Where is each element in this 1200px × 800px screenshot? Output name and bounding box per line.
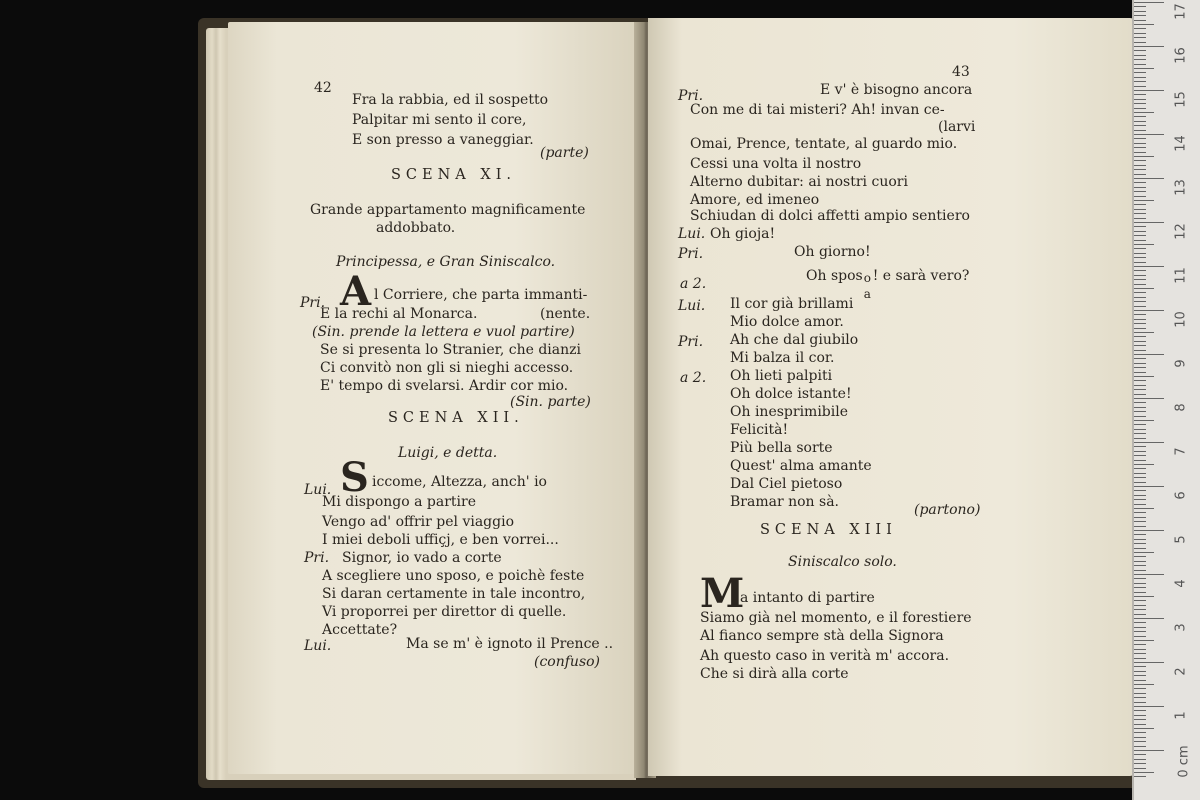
- dialogue-line: Più bella sorte: [730, 440, 833, 456]
- sup-letter: o: [863, 271, 871, 285]
- scene-heading: SCENA XII.: [388, 410, 524, 426]
- ruler-tick: [1134, 702, 1146, 703]
- ruler-tick: [1134, 556, 1146, 557]
- ruler-tick: [1134, 11, 1146, 12]
- dialogue-part: ! e sarà vero?: [872, 268, 970, 284]
- ruler-number: 12: [1173, 223, 1189, 240]
- ruler-tick: [1134, 28, 1146, 29]
- ruler-tick: [1134, 367, 1146, 368]
- ruler-tick: [1134, 530, 1164, 531]
- ruler-tick: [1134, 292, 1146, 293]
- ruler-tick: [1134, 407, 1146, 408]
- ruler-tick: [1134, 380, 1146, 381]
- dialogue-line: Felicità!: [730, 422, 789, 438]
- setting-text: Grande appartamento magnificamente: [310, 202, 586, 218]
- ruler-tick: [1134, 517, 1146, 518]
- ruler-tick: [1134, 147, 1146, 148]
- dialogue-line: Schiudan di dolci affetti ampio sentiero: [690, 208, 970, 224]
- dialogue-line: Ci convitò non gli si nieghi accesso.: [320, 360, 574, 376]
- ruler-number: 2: [1173, 667, 1189, 676]
- ruler-tick: [1134, 279, 1146, 280]
- dialogue-line: a intanto di partire: [740, 590, 875, 606]
- ruler-tick: [1134, 724, 1146, 725]
- speaker-label: Pri.: [304, 550, 330, 566]
- dialogue-line: E' tempo di svelarsi. Ardir cor mio.: [320, 378, 569, 394]
- ruler-tick: [1134, 548, 1146, 549]
- page-number: 43: [952, 64, 970, 80]
- dialogue-line: Che si dirà alla corte: [700, 666, 849, 682]
- ruler-tick: [1134, 240, 1146, 241]
- ruler-tick: [1134, 759, 1146, 760]
- right-page: [648, 18, 1134, 776]
- ruler-tick: [1134, 15, 1146, 16]
- ruler-tick: [1134, 464, 1154, 465]
- ruler-tick: [1134, 627, 1146, 628]
- dialogue-line: Oh giorno!: [794, 244, 871, 260]
- ruler-number: 7: [1173, 447, 1189, 456]
- ruler-number: 10: [1173, 311, 1189, 328]
- ruler-number: 1: [1173, 711, 1189, 720]
- stage-direction: (partono): [914, 502, 981, 518]
- ruler-tick: [1134, 411, 1146, 412]
- ruler-tick: [1134, 605, 1146, 606]
- ruler-tick: [1134, 270, 1146, 271]
- ruler-tick: [1134, 130, 1146, 131]
- ruler-tick: [1134, 565, 1146, 566]
- character-list: Luigi, e detta.: [398, 445, 498, 461]
- dialogue-line: Cessi una volta il nostro: [690, 156, 862, 172]
- dialogue-line: Quest' alma amante: [730, 458, 872, 474]
- ruler-tick: [1134, 587, 1146, 588]
- dialogue-line: (larvi: [938, 119, 976, 135]
- ruler-tick: [1134, 776, 1146, 777]
- scene-heading: SCENA XI.: [391, 167, 517, 183]
- ruler-tick: [1134, 710, 1146, 711]
- ruler-tick: [1134, 363, 1146, 364]
- ruler-tick: [1134, 754, 1146, 755]
- drop-cap: S: [340, 454, 369, 501]
- ruler-tick: [1134, 658, 1146, 659]
- ruler-tick: [1134, 596, 1154, 597]
- dialogue-line: Ah che dal giubilo: [730, 332, 859, 348]
- ruler-tick: [1134, 741, 1146, 742]
- dialogue-line: Vi proporrei per direttor di quelle.: [322, 604, 567, 620]
- dialogue-line: I miei deboli uffiçj, e ben vorrei...: [322, 532, 559, 548]
- ruler-tick: [1134, 561, 1146, 562]
- measurement-ruler: [1132, 0, 1200, 800]
- ruler-tick: [1134, 653, 1146, 654]
- dialogue-line: Mi dispongo a partire: [322, 494, 477, 510]
- ruler-tick: [1134, 314, 1146, 315]
- speaker-label: Lui.: [678, 298, 706, 314]
- ruler-tick: [1134, 693, 1146, 694]
- ruler-tick: [1134, 46, 1164, 47]
- sub-letter: a: [863, 287, 871, 301]
- character-list: Principessa, e Gran Siniscalco.: [336, 254, 556, 270]
- ruler-tick: [1134, 90, 1164, 91]
- ruler-tick: [1134, 94, 1146, 95]
- ruler-tick: [1134, 6, 1146, 7]
- ruler-tick: [1134, 728, 1154, 729]
- dialogue-line: Oh dolce istante!: [730, 386, 852, 402]
- speaker-label: Lui.: [304, 482, 332, 498]
- ruler-tick: [1134, 666, 1146, 667]
- ruler-tick: [1134, 42, 1146, 43]
- ruler-tick: [1134, 354, 1164, 355]
- ruler-tick: [1134, 675, 1146, 676]
- ruler-tick: [1134, 521, 1146, 522]
- verse-line: Fra la rabbia, ed il sospetto: [352, 92, 548, 108]
- dialogue-line: Alterno dubitar: ai nostri cuori: [690, 174, 908, 190]
- ruler-number: 14: [1173, 135, 1189, 152]
- ruler-tick: [1134, 301, 1146, 302]
- ruler-tick: [1134, 499, 1146, 500]
- ruler-tick: [1134, 319, 1146, 320]
- drop-cap: M: [700, 570, 745, 617]
- ruler-tick: [1134, 552, 1154, 553]
- ruler-tick: [1134, 455, 1146, 456]
- ruler-tick: [1134, 244, 1154, 245]
- ruler-number: 6: [1173, 491, 1189, 500]
- dialogue-line: Oh inesprimibile: [730, 404, 848, 420]
- ruler-tick: [1134, 336, 1146, 337]
- left-page: [228, 22, 638, 774]
- dialogue-line: Ah questo caso in verità m' accora.: [700, 648, 950, 664]
- speaker-label: Lui.: [304, 638, 332, 654]
- ruler-tick: [1134, 55, 1146, 56]
- dialogue-line: iccome, Altezza, anch' io: [372, 474, 547, 490]
- ruler-tick: [1134, 385, 1146, 386]
- ruler-tick: [1134, 191, 1146, 192]
- ruler-tick: [1134, 121, 1146, 122]
- ruler-tick: [1134, 284, 1146, 285]
- dialogue-line: Signor, io vado a corte: [342, 550, 502, 566]
- ruler-tick: [1134, 539, 1146, 540]
- ruler-tick: [1134, 574, 1164, 575]
- ruler-tick: [1134, 424, 1146, 425]
- dialogue-line: (nente.: [540, 306, 591, 322]
- ruler-number: 3: [1173, 623, 1189, 632]
- ruler-tick: [1134, 358, 1146, 359]
- ruler-tick: [1134, 451, 1146, 452]
- ruler-tick: [1134, 59, 1146, 60]
- ruler-tick: [1134, 266, 1164, 267]
- ruler-tick: [1134, 231, 1146, 232]
- ruler-tick: [1134, 486, 1164, 487]
- ruler-tick: [1134, 275, 1146, 276]
- stage-direction: (Sin. prende la lettera e vuol partire): [312, 324, 575, 340]
- ruler-tick: [1134, 402, 1146, 403]
- ruler-tick: [1134, 662, 1164, 663]
- scene-heading: SCENA XIII: [760, 522, 897, 538]
- verse-line: Palpitar mi sento il core,: [352, 112, 527, 128]
- ruler-number: 11: [1173, 267, 1189, 284]
- speaker-label: Pri.: [300, 295, 326, 311]
- ruler-tick: [1134, 253, 1146, 254]
- ruler-tick: [1134, 592, 1146, 593]
- ruler-tick: [1134, 671, 1146, 672]
- dialogue-line: Vengo ad' offrir pel viaggio: [322, 514, 515, 530]
- ruler-tick: [1134, 209, 1146, 210]
- ruler-tick: [1134, 86, 1146, 87]
- ruler-tick: [1134, 222, 1164, 223]
- setting-text: addobbato.: [376, 220, 456, 236]
- ruler-tick: [1134, 160, 1146, 161]
- ruler-tick: [1134, 103, 1146, 104]
- ruler-tick: [1134, 68, 1154, 69]
- ruler-tick: [1134, 416, 1146, 417]
- ruler-number: 15: [1173, 91, 1189, 108]
- ruler-tick: [1134, 323, 1146, 324]
- ruler-tick: [1134, 33, 1146, 34]
- ruler-tick: [1134, 473, 1146, 474]
- ruler-tick: [1134, 570, 1146, 571]
- ruler-tick: [1134, 213, 1146, 214]
- ruler-tick: [1134, 152, 1146, 153]
- dialogue-line: Accettate?: [322, 622, 398, 638]
- ruler-tick: [1134, 200, 1154, 201]
- dialogue-line: Oh lieti palpiti: [730, 368, 833, 384]
- ruler-tick: [1134, 429, 1146, 430]
- dialogue-line: l Corriere, che parta immanti-: [374, 287, 588, 303]
- ruler-tick: [1134, 328, 1146, 329]
- ruler-tick: [1134, 446, 1146, 447]
- ruler-number: 16: [1173, 47, 1189, 64]
- ruler-tick: [1134, 72, 1146, 73]
- ruler-number: 0 cm: [1176, 745, 1192, 778]
- stage-direction: (Sin. parte): [510, 394, 591, 410]
- ruler-tick: [1134, 737, 1146, 738]
- ruler-tick: [1134, 77, 1146, 78]
- ruler-tick: [1134, 477, 1146, 478]
- stage-direction: (parte): [540, 145, 589, 161]
- speaker-label: Pri.: [678, 246, 704, 262]
- ruler-tick: [1134, 732, 1146, 733]
- dialogue-part: Oh spos: [806, 268, 863, 284]
- ruler-tick: [1134, 534, 1146, 535]
- ruler-tick: [1134, 178, 1164, 179]
- ruler-tick: [1134, 750, 1164, 751]
- drop-cap: A: [340, 268, 372, 315]
- ruler-tick: [1134, 372, 1146, 373]
- ruler-tick: [1134, 257, 1146, 258]
- ruler-number: 13: [1173, 179, 1189, 196]
- ruler-tick: [1134, 99, 1146, 100]
- ruler-tick: [1134, 169, 1146, 170]
- ruler-tick: [1134, 640, 1154, 641]
- ruler-tick: [1134, 389, 1146, 390]
- dialogue-line: Siamo già nel momento, e il forestiere: [700, 610, 972, 626]
- ruler-tick: [1134, 706, 1164, 707]
- ruler-tick: [1134, 460, 1146, 461]
- ruler-tick: [1134, 680, 1146, 681]
- ruler-tick: [1134, 583, 1146, 584]
- ruler-tick: [1134, 684, 1154, 685]
- dialogue-line: Al fianco sempre stà della Signora: [700, 628, 944, 644]
- speaker-label: a 2.: [680, 276, 707, 292]
- ruler-tick: [1134, 341, 1146, 342]
- dialogue-line: [806, 268, 970, 301]
- ruler-tick: [1134, 490, 1146, 491]
- ruler-number: 8: [1173, 403, 1189, 412]
- ruler-tick: [1134, 235, 1146, 236]
- ruler-tick: [1134, 719, 1146, 720]
- ruler-tick: [1134, 196, 1146, 197]
- ruler-tick: [1134, 543, 1146, 544]
- ruler-tick: [1134, 50, 1146, 51]
- ruler-tick: [1134, 636, 1146, 637]
- ruler-tick: [1134, 218, 1146, 219]
- ruler-tick: [1134, 143, 1146, 144]
- ruler-tick: [1134, 262, 1146, 263]
- speaker-label: a 2.: [680, 370, 707, 386]
- dialogue-line: A scegliere uno sposo, e poichè feste: [322, 568, 585, 584]
- ruler-tick: [1134, 138, 1146, 139]
- ruler-tick: [1134, 187, 1146, 188]
- dialogue-line: Omai, Prence, tentate, al guardo mio.: [690, 136, 958, 152]
- ruler-tick: [1134, 134, 1164, 135]
- dialogue-line: Mio dolce amor.: [730, 314, 844, 330]
- ruler-number: 17: [1173, 3, 1189, 20]
- ruler-tick: [1134, 2, 1164, 3]
- dialogue-line: Il cor già brillami: [730, 296, 854, 312]
- speaker-label: Lui.: [678, 226, 706, 242]
- ruler-number: 5: [1173, 535, 1189, 544]
- ruler-tick: [1134, 504, 1146, 505]
- dialogue-line: E v' è bisogno ancora: [820, 82, 973, 98]
- dialogue-line: E la rechi al Monarca.: [320, 306, 478, 322]
- ruler-tick: [1134, 345, 1146, 346]
- speaker-label: Pri.: [678, 334, 704, 350]
- ruler-tick: [1134, 297, 1146, 298]
- ruler-tick: [1134, 763, 1146, 764]
- ruler-tick: [1134, 609, 1146, 610]
- ruler-tick: [1134, 631, 1146, 632]
- ruler-tick: [1134, 618, 1164, 619]
- ruler-tick: [1134, 204, 1146, 205]
- ruler-tick: [1134, 688, 1146, 689]
- speaker-label: Pri.: [678, 88, 704, 104]
- ruler-tick: [1134, 350, 1146, 351]
- ruler-tick: [1134, 526, 1146, 527]
- ruler-tick: [1134, 182, 1146, 183]
- ruler-tick: [1134, 622, 1146, 623]
- dialogue-line: Bramar non sà.: [730, 494, 839, 510]
- ruler-number: 9: [1173, 359, 1189, 368]
- ruler-tick: [1134, 512, 1146, 513]
- character-list: Siniscalco solo.: [788, 554, 897, 570]
- ruler-tick: [1134, 116, 1146, 117]
- ruler-tick: [1134, 394, 1146, 395]
- ruler-tick: [1134, 614, 1146, 615]
- dialogue-line: Mi balza il cor.: [730, 350, 835, 366]
- ruler-tick: [1134, 112, 1154, 113]
- ruler-tick: [1134, 81, 1146, 82]
- ruler-tick: [1134, 468, 1146, 469]
- dialogue-line: Si daran certamente in tale incontro,: [322, 586, 586, 602]
- ruler-tick: [1134, 174, 1146, 175]
- ruler-tick: [1134, 125, 1146, 126]
- dialogue-line: Con me di tai misteri? Ah! invan ce-: [690, 102, 945, 118]
- ruler-tick: [1134, 332, 1154, 333]
- ruler-tick: [1134, 64, 1146, 65]
- ruler-tick: [1134, 248, 1146, 249]
- ruler-tick: [1134, 746, 1146, 747]
- ruler-tick: [1134, 306, 1146, 307]
- ruler-tick: [1134, 772, 1154, 773]
- ruler-tick: [1134, 20, 1146, 21]
- dialogue-line: Oh gioja!: [710, 226, 776, 242]
- ruler-tick: [1134, 108, 1146, 109]
- dialogue-line: Amore, ed imeneo: [690, 192, 820, 208]
- ruler-tick: [1134, 438, 1146, 439]
- ruler-tick: [1134, 768, 1146, 769]
- ruler-tick: [1134, 649, 1146, 650]
- ruler-number: 4: [1173, 579, 1189, 588]
- ruler-tick: [1134, 420, 1154, 421]
- ruler-tick: [1134, 156, 1154, 157]
- ruler-tick: [1134, 482, 1146, 483]
- ruler-tick: [1134, 24, 1154, 25]
- ruler-tick: [1134, 226, 1146, 227]
- ruler-tick: [1134, 644, 1146, 645]
- dialogue-line: Se si presenta lo Stranier, che dianzi: [320, 342, 581, 358]
- ruler-tick: [1134, 376, 1154, 377]
- page-number: 42: [314, 80, 332, 96]
- ruler-tick: [1134, 310, 1164, 311]
- ruler-tick: [1134, 715, 1146, 716]
- ruler-tick: [1134, 433, 1146, 434]
- dialogue-line: Ma se m' è ignoto il Prence ..: [406, 636, 614, 652]
- ruler-tick: [1134, 165, 1146, 166]
- verse-line: E son presso a vaneggiar.: [352, 132, 534, 148]
- ruler-tick: [1134, 398, 1164, 399]
- ruler-tick: [1134, 508, 1154, 509]
- stage-direction: (confuso): [534, 654, 601, 670]
- ruler-tick: [1134, 288, 1154, 289]
- ruler-tick: [1134, 37, 1146, 38]
- ruler-tick: [1134, 442, 1164, 443]
- ruler-tick: [1134, 697, 1146, 698]
- ruler-tick: [1134, 578, 1146, 579]
- dialogue-line: Dal Ciel pietoso: [730, 476, 843, 492]
- ruler-tick: [1134, 495, 1146, 496]
- ruler-tick: [1134, 600, 1146, 601]
